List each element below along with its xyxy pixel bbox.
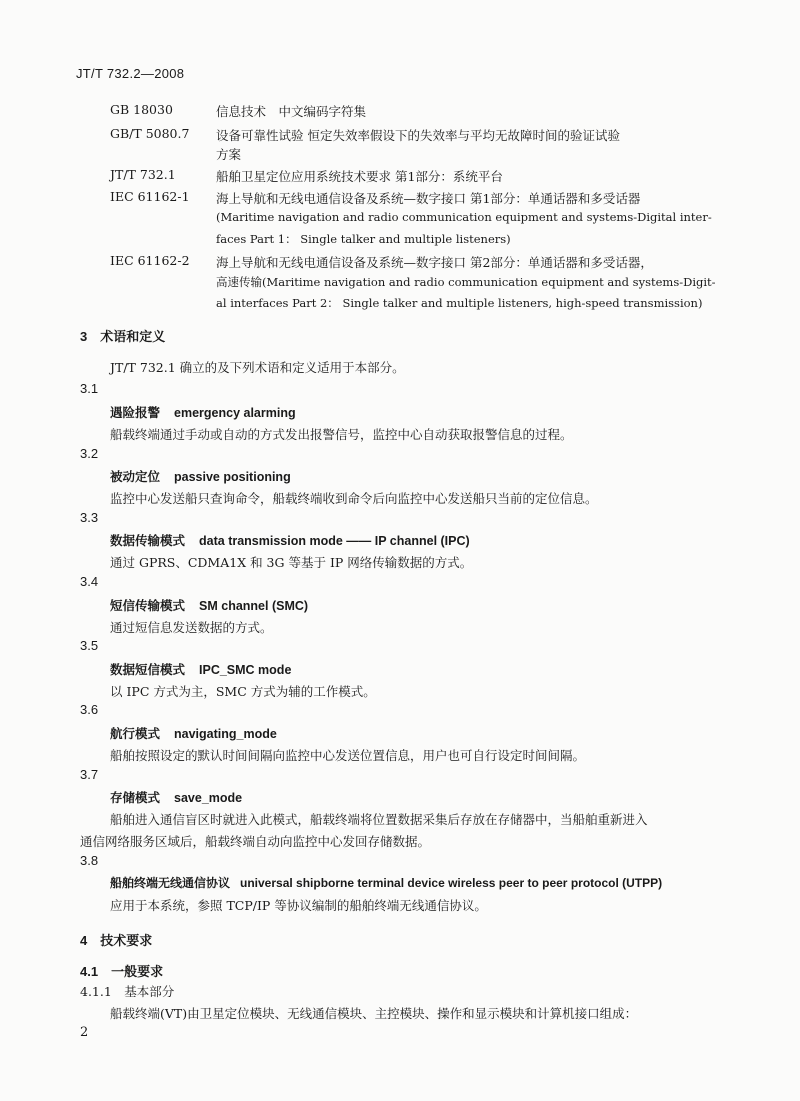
ref-code: GB/T 5080.7	[110, 126, 190, 141]
ref-code: IEC 61162-1	[110, 189, 190, 204]
ref-title: 信息技术 中文编码字符集	[216, 104, 367, 119]
term-zh: 船舶终端无线通信协议	[110, 876, 231, 890]
ref-title: 海上导航和无线电通信设备及系统—数字接口 第2部分：单通话器和多受话器，	[216, 255, 653, 270]
term-heading	[110, 788, 242, 806]
term-heading	[110, 467, 291, 485]
term-number: 3.4	[80, 574, 99, 589]
section-intro: JT/T 732.1 确立的及下列术语和定义适用于本部分。	[110, 360, 405, 375]
ref-code: IEC 61162-2	[110, 253, 190, 268]
term-definition: 船舶进入通信盲区时就进入此模式，船载终端将位置数据采集后存放在存储器中，当船舶重新进入	[110, 812, 648, 827]
page-header: JT/T 732.2—2008	[76, 66, 185, 81]
term-definition: 通过短信息发送数据的方式。	[110, 620, 273, 635]
term-number: 3.6	[80, 702, 99, 717]
term-definition: 船舶按照设定的默认时间间隔向监控中心发送位置信息，用户也可自行设定时间间隔。	[110, 748, 586, 763]
term-zh: 数据传输模式	[110, 533, 186, 548]
subsection-heading: 4.1 一般要求	[80, 964, 164, 979]
ref-title: 海上导航和无线电通信设备及系统—数字接口 第1部分：单通话器和多受话器	[216, 191, 641, 206]
ref-title: (Maritime navigation and radio communication equipment and systems-Digital inter-	[216, 210, 712, 224]
term-number: 3.8	[80, 853, 99, 868]
term-heading	[110, 874, 662, 891]
ref-title: 船舶卫星定位应用系统技术要求 第1部分：系统平台	[216, 169, 503, 184]
section-heading: 3 术语和定义	[80, 329, 166, 344]
term-definition: 通信网络服务区域后，船载终端自动向监控中心发回存储数据。	[80, 834, 431, 849]
term-number: 3.2	[80, 446, 99, 461]
term-definition: 船载终端通过手动或自动的方式发出报警信号，监控中心自动获取报警信息的过程。	[110, 427, 573, 442]
term-en: navigating_mode	[174, 727, 277, 741]
term-en: data transmission mode —— IP channel (IPC)	[199, 534, 470, 548]
term-zh: 航行模式	[110, 726, 161, 741]
ref-title: 设备可靠性试验 恒定失效率假设下的失效率与平均无故障时间的验证试验	[216, 128, 620, 143]
term-definition: 通过 GPRS、CDMA1X 和 3G 等基于 IP 网络传输数据的方式。	[110, 555, 473, 570]
term-en: SM channel (SMC)	[199, 599, 309, 613]
term-zh: 遇险报警	[110, 405, 161, 420]
ref-code: GB 18030	[110, 102, 173, 117]
subsubsection-heading: 4.1.1 基本部分	[80, 984, 175, 999]
term-en: emergency alarming	[174, 406, 296, 420]
term-en: save_mode	[174, 791, 243, 805]
term-number: 3.1	[80, 381, 99, 396]
term-zh: 短信传输模式	[110, 598, 186, 613]
section-heading: 4 技术要求	[80, 933, 153, 948]
term-heading	[110, 596, 308, 614]
term-heading	[110, 660, 291, 678]
ref-title: 方案	[216, 147, 242, 162]
term-number: 3.7	[80, 767, 99, 782]
paragraph: 船载终端(VT)由卫星定位模块、无线通信模块、主控模块、操作和显示模块和计算机接口组成：	[110, 1006, 638, 1021]
term-heading	[110, 531, 470, 549]
ref-title: faces Part 1： Single talker and multiple listeners)	[216, 232, 511, 246]
page-number: 2	[80, 1025, 89, 1040]
ref-title: 高速传输(Maritime navigation and radio communication equipment and systems-Digit-	[216, 275, 716, 289]
term-heading	[110, 403, 296, 421]
term-zh: 数据短信模式	[110, 662, 186, 677]
ref-title: al interfaces Part 2： Single talker and multiple listeners, high-speed transmission)	[216, 296, 703, 310]
term-zh: 存储模式	[110, 790, 161, 805]
ref-code: JT/T 732.1	[110, 167, 176, 182]
term-number: 3.3	[80, 510, 99, 525]
term-definition: 以 IPC 方式为主，SMC 方式为辅的工作模式。	[110, 684, 376, 699]
term-number: 3.5	[80, 638, 99, 653]
term-en: universal shipborne terminal device wireless peer to peer protocol (UTPP)	[240, 876, 663, 890]
term-en: passive positioning	[174, 470, 291, 484]
term-heading	[110, 724, 277, 742]
term-definition: 应用于本系统，参照 TCP/IP 等协议编制的船舶终端无线通信协议。	[110, 898, 487, 913]
term-zh: 被动定位	[110, 469, 161, 484]
term-definition: 监控中心发送船只查询命令，船载终端收到命令后向监控中心发送船只当前的定位信息。	[110, 491, 598, 506]
term-en: IPC_SMC mode	[199, 663, 292, 677]
